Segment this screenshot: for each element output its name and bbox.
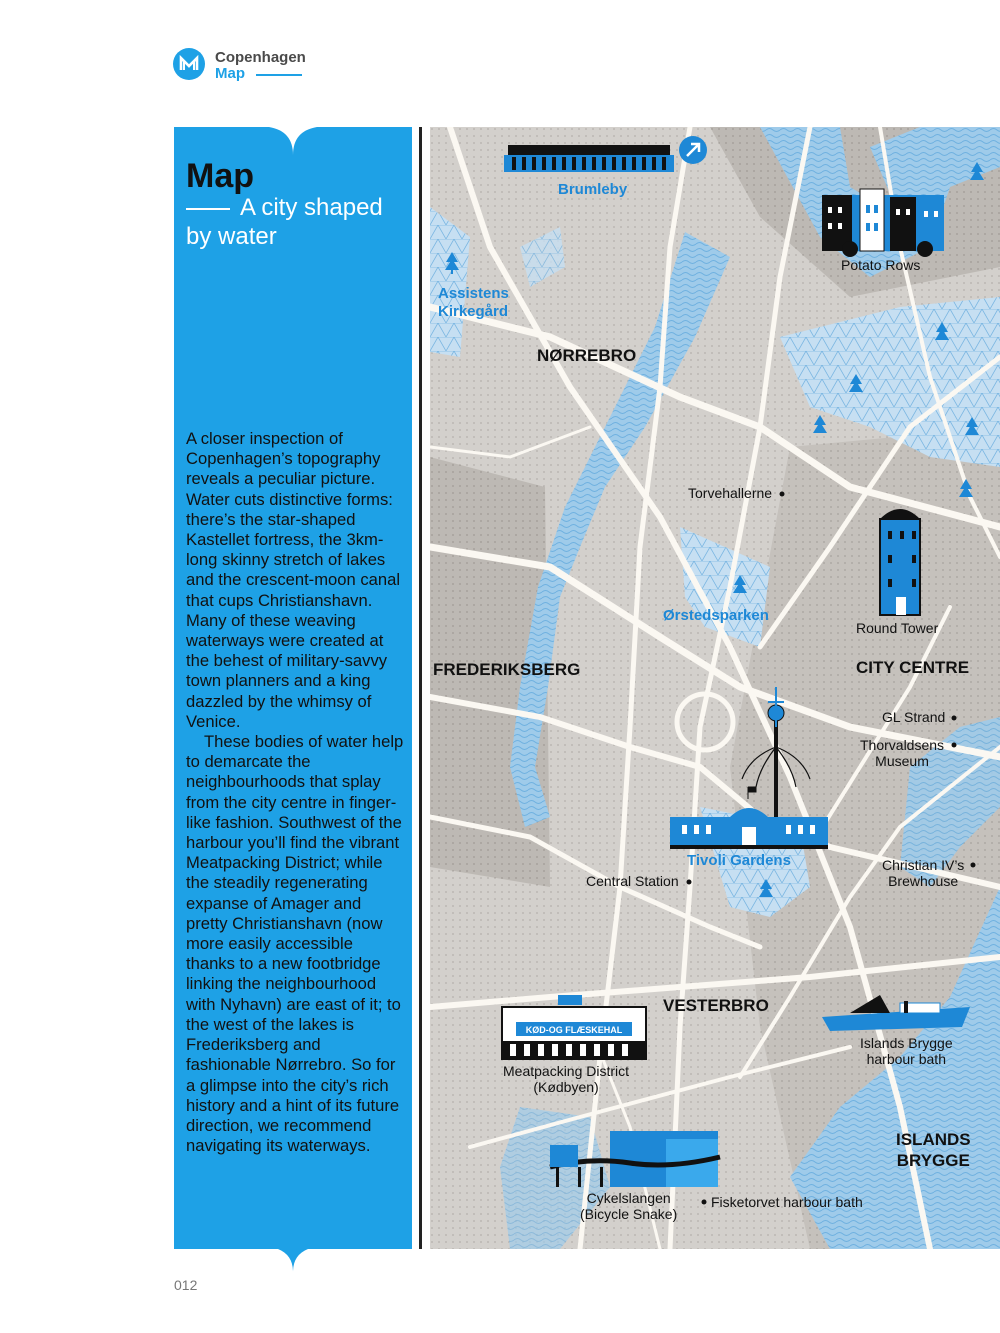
column-divider	[419, 127, 422, 1249]
label-city-centre: CITY CENTRE	[856, 658, 970, 677]
panel-title: Map	[186, 157, 254, 195]
label-vesterbro: VESTERBRO	[663, 996, 769, 1015]
label-norrebro: NØRREBRO	[537, 346, 637, 365]
label-meatpacking: Meatpacking District (Kødbyen)	[503, 1063, 630, 1095]
label-round-tower: Round Tower	[856, 620, 939, 636]
monocle-logo-icon	[173, 48, 205, 80]
city-map	[430, 127, 1000, 1249]
body-paragraph: A closer inspection of Copenhagen’s topography reveals a peculiar picture. Water cuts distinctive forms: there’s the star-shaped Kastellet fortress, the 3km-long skinny stretch of lakes and the crescent-moon canal that cups Christianshavn. Many of these weaving waterways were created at the behest of military-savvy town planners and a king dazzled by the whimsy of Venice.	[186, 429, 401, 731]
header-rule	[256, 74, 302, 76]
round-tower-icon	[880, 509, 920, 615]
panel-body	[186, 429, 404, 1156]
header-title: Copenhagen	[215, 49, 306, 66]
body-paragraph: These bodies of water help to demarcate the neighbourhoods that splay from the city centre in finger-like fashion. Southwest of the harbour you’ll find the vibrant Meatpacking District; while the steadily regenerating expanse of Amager and pretty Christianshavn (now more easily accessible thanks to a new footbridge linking the neighbourhood with Nyhavn) are east of it; to the west of the lakes is Frederiksberg and fashionable Nørrebro. So for a glimpse into the city’s rich history and a hint of its future direction, we recommend navigating its waterways.	[186, 732, 404, 1156]
label-cykelslangen: Cykelslangen (Bicycle Snake)	[580, 1190, 678, 1222]
label-islands-brygge-bath: Islands Brygge harbour bath	[860, 1035, 953, 1067]
header-subtitle: Map	[215, 65, 245, 82]
label-tivoli: Tivoli Gardens	[687, 852, 791, 869]
label-gl-strand: GL Strand	[882, 709, 946, 725]
label-islands-brygge: ISLANDS BRYGGE	[896, 1130, 971, 1170]
label-central-station: Central Station	[586, 873, 679, 889]
meatpacking-sign: KØD-OG FLÆSKEHAL	[525, 1025, 623, 1035]
label-torvehallerne: Torvehallerne	[688, 485, 773, 501]
label-frederiksberg: FREDERIKSBERG	[433, 660, 581, 679]
arrow-icon	[679, 136, 707, 164]
label-fisketorvet: Fisketorvet harbour bath	[711, 1194, 863, 1210]
label-thorvaldsens: Thorvaldsens Museum	[860, 737, 945, 769]
label-potato-rows: Potato Rows	[841, 257, 921, 273]
brumleby-building-icon	[504, 145, 674, 172]
panel-subtitle: A city shaped by water	[186, 194, 383, 250]
label-orstedsparken: Ørstedsparken	[663, 607, 769, 624]
page-number: 012	[174, 1277, 198, 1293]
label-brumleby: Brumleby	[558, 181, 628, 198]
label-assistens: Assistens Kirkegård	[438, 285, 509, 320]
intro-panel	[174, 127, 412, 1249]
potato-rows-icon	[822, 189, 944, 257]
label-christian-brewhouse: Christian IV’s Brewhouse	[882, 857, 965, 889]
page-header	[173, 46, 373, 86]
